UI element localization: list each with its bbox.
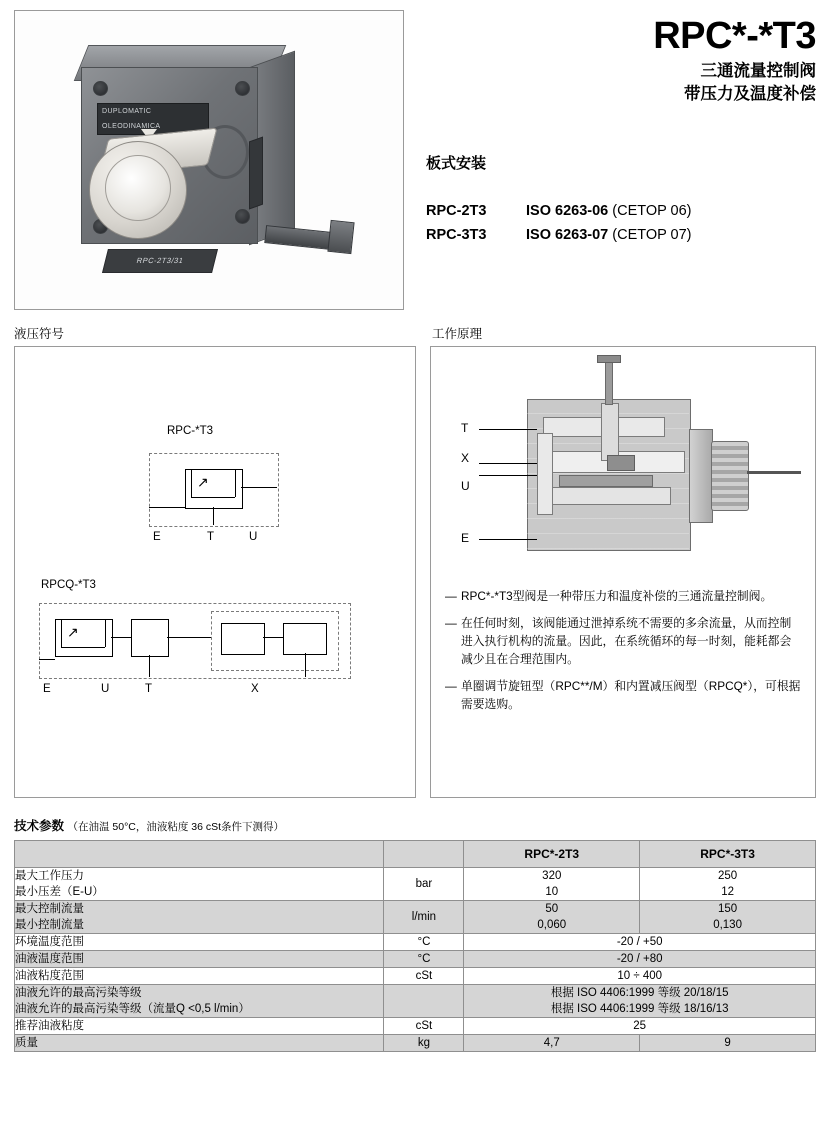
- subtitle-line-1: 三通流量控制阀: [700, 62, 816, 80]
- symbol-2-port-t: T: [145, 683, 153, 695]
- iso-model: RPC-3T3: [426, 227, 487, 243]
- row-unit: bar: [384, 868, 464, 901]
- valve-illustration: [53, 33, 353, 291]
- tech-spec-table: [14, 840, 816, 1052]
- table-row: [15, 968, 816, 985]
- value-line: 0,130: [713, 919, 742, 931]
- row-label-line: 最小控制流量: [15, 919, 84, 931]
- value-line: 根据 ISO 4406:1999 等级 20/18/15: [550, 987, 729, 999]
- symbol-1-title: RPC-*T3: [167, 425, 214, 437]
- row-value-span: 25: [464, 1018, 816, 1035]
- row-value-2t3: [464, 868, 640, 901]
- col-header-blank-2: [384, 841, 464, 868]
- row-value-3t3: [640, 868, 816, 901]
- symbol-2-title: RPCQ-*T3: [41, 579, 96, 591]
- table-header-row: [15, 841, 816, 868]
- symbol-2-port-e: E: [43, 683, 51, 695]
- row-unit: cSt: [384, 1018, 464, 1035]
- bullet-dash: —: [444, 616, 457, 630]
- bullet-text: RPC*-*T3型阀是一种带压力和温度补偿的三通流量控制阀。: [460, 589, 773, 603]
- row-label: [15, 868, 384, 901]
- row-label: [15, 985, 384, 1018]
- bullet-item: [445, 587, 803, 605]
- table-row: [15, 934, 816, 951]
- iso-row: [426, 223, 816, 247]
- col-header-rpc3t3: RPC*-3T3: [640, 841, 816, 868]
- throttle-arrow-icon: ↗: [197, 474, 209, 490]
- section-drawing: [431, 347, 815, 797]
- iso-standard: ISO 6263-06: [526, 203, 609, 219]
- row-unit: °C: [384, 934, 464, 951]
- bullet-dash: —: [444, 589, 457, 603]
- table-row: [15, 868, 816, 901]
- hydraulic-symbol-panel: [14, 346, 416, 798]
- row-unit: [384, 985, 464, 1018]
- hydraulic-symbol-label: 液压符号: [14, 327, 65, 341]
- principle-bullets: [445, 587, 803, 722]
- value-line: 150: [717, 903, 738, 915]
- wp-port-e: E: [460, 531, 469, 545]
- bullet-text: 单圈调节旋钮型（RPC**/M）和内置减压阀型（RPCQ*），可根据需要选购。: [460, 679, 801, 711]
- symbol-1-port-u: U: [249, 531, 258, 543]
- bullet-text: 在任何时刻，该阀能通过泄掉系统不需要的多余流量，从而控制进入执行机构的流量。因此，在系统循环的每一时刻，能耗都会减少且在合理范围内。: [460, 616, 792, 666]
- row-label-line: 油液允许的最高污染等级: [15, 987, 142, 999]
- row-value-2t3: [464, 901, 640, 934]
- brand-line-2: OLEODINAMICA: [102, 123, 161, 130]
- iso-model: RPC-2T3: [426, 203, 487, 219]
- row-value-3t3: [640, 901, 816, 934]
- row-value-span: [464, 985, 816, 1018]
- bullet-item: [445, 677, 803, 713]
- cetop-size: (CETOP 07): [612, 227, 692, 243]
- brand-line-1: DUPLOMATIC: [102, 108, 152, 115]
- title-block: [426, 10, 816, 247]
- mount-type-label: 板式安装: [426, 155, 487, 172]
- row-label-line: 最小压差（E-U）: [15, 886, 104, 898]
- row-unit: °C: [384, 951, 464, 968]
- row-label: 油液粘度范围: [15, 968, 384, 985]
- col-header-blank-1: [15, 841, 384, 868]
- table-row: [15, 951, 816, 968]
- row-label: 推荐油液粘度: [15, 1018, 384, 1035]
- value-line: 0,060: [537, 919, 567, 931]
- row-unit: l/min: [384, 901, 464, 934]
- value-line: 12: [721, 886, 734, 898]
- symbol-1-port-e: E: [153, 531, 161, 543]
- col-header-rpc2t3: RPC*-2T3: [464, 841, 640, 868]
- name-plate-text: RPC-2T3/31: [102, 249, 218, 273]
- bullet-dash: —: [444, 679, 457, 693]
- working-principle-panel: [430, 346, 816, 798]
- tech-spec-heading: [14, 816, 816, 834]
- subtitle-line-2: 带压力及温度补偿: [684, 85, 816, 103]
- iso-row: [426, 199, 816, 223]
- row-label: [15, 901, 384, 934]
- cetop-size: (CETOP 06): [612, 203, 692, 219]
- iso-standard: ISO 6263-07: [526, 227, 609, 243]
- symbol-2-port-x: X: [251, 683, 259, 695]
- row-unit: kg: [384, 1035, 464, 1052]
- row-value-span: -20 / +50: [464, 934, 816, 951]
- wp-port-x: X: [460, 451, 469, 465]
- bullet-item: [445, 614, 803, 668]
- tech-spec-note: （在油温 50°C，油液粘度 36 cSt条件下测得）: [67, 821, 285, 833]
- tech-spec-title: 技术参数: [14, 819, 65, 833]
- section-labels: [14, 324, 816, 342]
- table-row: [15, 985, 816, 1018]
- diagram-panels: [14, 346, 816, 798]
- value-line: 250: [717, 870, 738, 882]
- working-principle-label: 工作原理: [432, 327, 483, 341]
- row-label: 油液温度范围: [15, 951, 384, 968]
- table-row: [15, 1018, 816, 1035]
- value-line: 根据 ISO 4406:1999 等级 18/16/13: [550, 1003, 729, 1015]
- wp-port-t: T: [460, 421, 469, 435]
- row-label-line: 油液允许的最高污染等级（流量Q <0,5 l/min）: [15, 1003, 250, 1015]
- value-line: 50: [545, 903, 559, 915]
- throttle-arrow-icon: ↗: [67, 624, 79, 640]
- symbol-2-port-u: U: [101, 683, 110, 695]
- row-value-span: 10 ÷ 400: [464, 968, 816, 985]
- row-label-line: 最大工作压力: [15, 870, 84, 882]
- value-line: 320: [542, 870, 562, 882]
- row-label: 环境温度范围: [15, 934, 384, 951]
- value-line: 10: [545, 886, 559, 898]
- row-unit: cSt: [384, 968, 464, 985]
- row-label: 质量: [15, 1035, 384, 1052]
- row-value-3t3: 9: [640, 1035, 816, 1052]
- table-row: [15, 901, 816, 934]
- product-photo: [14, 10, 404, 310]
- table-row: [15, 1035, 816, 1052]
- iso-standards-list: [426, 199, 816, 247]
- page-title: RPC*-*T3: [653, 15, 816, 57]
- wp-port-u: U: [460, 479, 470, 493]
- row-label-line: 最大控制流量: [15, 903, 84, 915]
- row-value-2t3: 4,7: [464, 1035, 640, 1052]
- row-value-span: -20 / +80: [464, 951, 816, 968]
- symbol-1-port-t: T: [207, 531, 215, 543]
- header: [14, 0, 816, 310]
